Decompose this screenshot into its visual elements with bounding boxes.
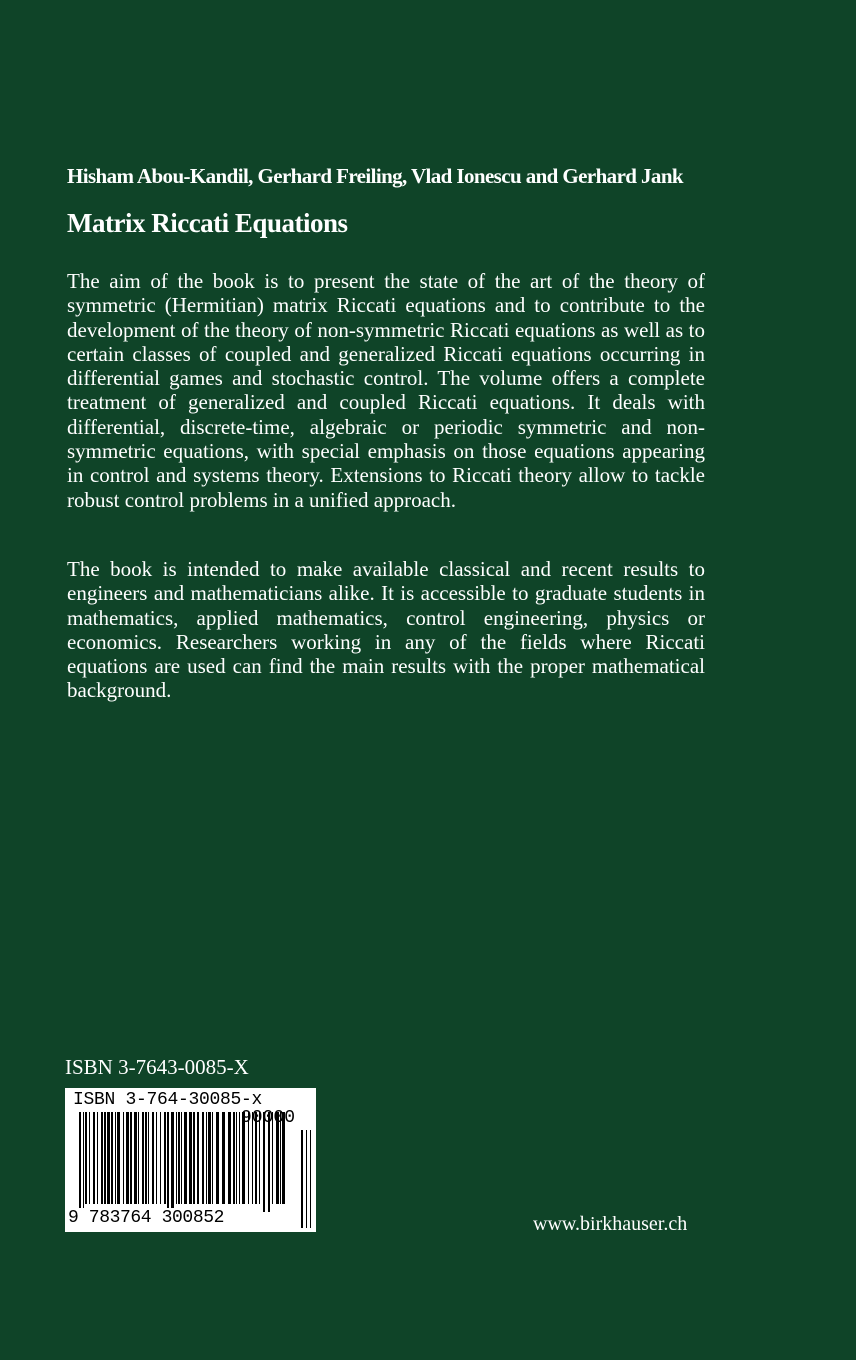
isbn-text: ISBN 3-7643-0085-X bbox=[65, 1055, 249, 1079]
barcode-bar bbox=[228, 1112, 231, 1204]
barcode-ean-number: 9 783764 300852 bbox=[68, 1208, 225, 1228]
publisher-website: www.birkhauser.ch bbox=[533, 1213, 688, 1235]
barcode-bar bbox=[83, 1112, 84, 1212]
barcode bbox=[65, 1088, 316, 1232]
barcode-bar bbox=[310, 1130, 311, 1228]
barcode-bar bbox=[181, 1112, 182, 1204]
barcode-bar bbox=[130, 1112, 132, 1204]
barcode-bar bbox=[222, 1112, 225, 1204]
barcode-bar bbox=[236, 1112, 237, 1204]
barcode-bar bbox=[208, 1112, 211, 1204]
barcode-bar bbox=[97, 1112, 98, 1204]
barcode-bar bbox=[156, 1112, 157, 1204]
barcode-bar bbox=[176, 1112, 177, 1204]
barcode-bar bbox=[152, 1112, 154, 1204]
barcode-bar bbox=[306, 1130, 307, 1228]
barcode-bar bbox=[85, 1112, 87, 1204]
description-paragraph-1: The aim of the book is to present the state of the art of the theory of symmetric (Hermitian) matrix Riccati equations and to contribute to the development of the theory of non-symmetric Riccati equations as well as to certain classes of coupled and generalized Riccati equations occurring in differential games and stochastic control. The volume offers a complete treatment of generalized and coupled Riccati equations. It deals with differential, discrete-time, algebraic or periodic symmetric and non-symmetric equations, with special emphasis on those equations appearing in control and systems theory. Extensions to Riccati theory allow to tackle robust control problems in a unified approach. bbox=[67, 269, 705, 512]
barcode-bar bbox=[115, 1112, 116, 1204]
barcode-bar bbox=[148, 1112, 149, 1204]
barcode-price-code: 90000 bbox=[241, 1108, 296, 1128]
barcode-bar bbox=[111, 1112, 113, 1204]
barcode-bar bbox=[197, 1112, 199, 1204]
barcode-bar bbox=[178, 1112, 180, 1204]
barcode-bar bbox=[301, 1130, 303, 1228]
barcode-bar bbox=[206, 1112, 207, 1204]
barcode-bar bbox=[134, 1112, 137, 1204]
barcode-bar bbox=[145, 1112, 147, 1204]
barcode-bar bbox=[126, 1112, 129, 1204]
book-title: Matrix Riccati Equations bbox=[67, 208, 348, 238]
barcode-bar bbox=[93, 1112, 95, 1204]
barcode-bar bbox=[184, 1112, 187, 1204]
barcode-bar bbox=[101, 1112, 103, 1204]
barcode-isbn-label: ISBN 3-764-30085-x bbox=[73, 1090, 263, 1110]
barcode-bar bbox=[189, 1112, 192, 1204]
description-paragraph-2: The book is intended to make available classical and recent results to engineers and mathematicians alike. It is accessible to graduate students in mathematics, applied mathematics, control engineering, physics or economics. Researchers working in any of the fields where Riccati equations are used can find the main results with the proper mathematical background. bbox=[67, 557, 705, 703]
barcode-bar bbox=[117, 1112, 120, 1204]
barcode-bar bbox=[193, 1112, 195, 1204]
barcode-bar bbox=[123, 1112, 124, 1204]
barcode-bar bbox=[104, 1112, 106, 1204]
barcode-bar bbox=[142, 1112, 144, 1204]
barcode-bar bbox=[89, 1112, 90, 1204]
barcode-bar bbox=[164, 1112, 166, 1204]
barcode-bar bbox=[171, 1112, 174, 1212]
barcode-bar bbox=[138, 1112, 139, 1204]
barcode-bar bbox=[160, 1112, 161, 1204]
barcode-bar bbox=[239, 1112, 240, 1204]
barcode-bar bbox=[107, 1112, 110, 1204]
barcode-bar bbox=[212, 1112, 213, 1204]
barcode-bar bbox=[202, 1112, 204, 1204]
barcode-bar bbox=[79, 1112, 81, 1212]
authors: Hisham Abou-Kandil, Gerhard Freiling, Vlad Ionescu and Gerhard Jank bbox=[67, 164, 683, 188]
barcode-bar bbox=[216, 1112, 219, 1204]
barcode-bar bbox=[233, 1112, 235, 1204]
barcode-bar bbox=[167, 1112, 169, 1212]
